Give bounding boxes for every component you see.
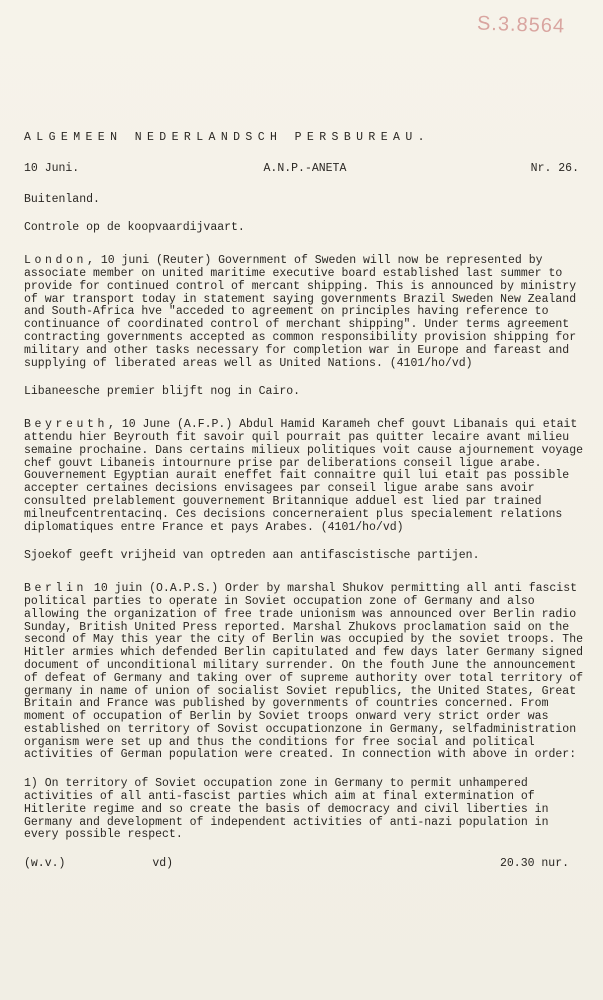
dateline: [24, 163, 589, 176]
initials: [24, 858, 253, 871]
article-headline: Libaneesche premier blijft nog in Cairo.: [24, 385, 301, 399]
article-place: Beyreuth: [24, 418, 109, 432]
article-headline: Sjoekof geeft vrijheid van optreden aan antifascistische partijen.: [24, 549, 480, 563]
article-clause: 1) On territory of Soviet occupation zone in Germany to permit unhampered activities of all anti-fascist parties which aim at final extermination of Hitlerite regime and so create the basis of democracy and civil liberties in Germany and development of independent activities of anti-nazi population in every possible respect.: [24, 777, 549, 842]
article-place: London: [24, 254, 88, 268]
bulletin-date: 10 Juni.: [24, 161, 80, 175]
press-bulletin: [24, 132, 589, 871]
section-label: Buitenland.: [24, 192, 100, 206]
bulletin-number: Nr. 26.: [530, 161, 579, 175]
archive-stamp: S.3.8564: [476, 12, 566, 38]
initials-right: vd): [152, 857, 174, 871]
article-text: , 10 juni (Reuter) Government of Sweden will now be represented by associate member on united maritime executive board established last summer to provide for continued control of mercant shipping. This is announced by ministry of war transport today in statement saying governments Brazil Sweden New Zealand and South-Africa hve "acceded to agreement on principles having reference to continuance of coordinated control of merchant shipping". Under terms agreement contracting governments accepted as common responsibility provision shipping for military and other tasks necessary for completion war in Europe and fareast and supplying of liberated areas well as United Nations. (4101/ho/vd): [24, 254, 577, 370]
article-body: [24, 419, 589, 534]
document-footer: [24, 858, 589, 871]
bulletin-code: A.N.P.-ANETA: [263, 161, 347, 175]
article-place: Berlin: [24, 582, 88, 596]
transmission-time: 20.30 nur.: [499, 857, 569, 871]
agency-title: ALGEMEEN NEDERLANDSCH PERSBUREAU.: [24, 131, 430, 144]
initials-left: (w.v.): [24, 857, 66, 871]
article-body: [24, 255, 589, 370]
article-headline: Controle op de koopvaardijvaart.: [24, 221, 245, 235]
article-text: , 10 June (A.F.P.) Abdul Hamid Karameh chef gouvt Libanais qui etait attendu hier Beyrouth fit savoir quil pourrait pas quitter lecaire avant milieu semaine prochaine. Dans certains milieux politiques voit cause ajournement voyage chef gouvt Libaneis intournure prise par deliberations conseil ligue arabe. Gouvernement Egyptian aurait eneffet fait connaitre quil lui etait pas possible accepter certaines decisions envisagees par conseil ligue arabe sans avoir consulted prelablement gouvernement Britannique adduel est lied par trained milneufcentrentacinq. Ces decisions concerneraient plus specialement relations diplomatiques entre France et pays Arabes. (4101/ho/vd): [24, 418, 583, 534]
article-body: [24, 583, 589, 762]
article-text: 10 juin (O.A.P.S.) Order by marshal Shukov permitting all anti fascist political parties to operate in Soviet occupation zone of Germany and also allowing the organization of free trade unionism was announced over Berlin radio Sunday, British United Press reported. Marshal Zhukovs proclamation said on the second of May this year the city of Berlin was occupied by the soviet troops. The Hitler armies which defended Berlin capitulated and few days later Germany signed document of unconditional military surrender. On the fouth June the announcement of defeat of Germany and taking over of supreme authority over total territory of germany in name of union of socialist Soviet republics, the United States, Great Britain and France was published by governments of countries concerned. From moment of occupation of Berlin by Soviet troops onward very strict order was established on territory of Sovist occupationzone in Germany, selfadministration organism were set up and thus the conditions for free social and political activities of German population were created. In connection with above in order:: [24, 582, 583, 762]
